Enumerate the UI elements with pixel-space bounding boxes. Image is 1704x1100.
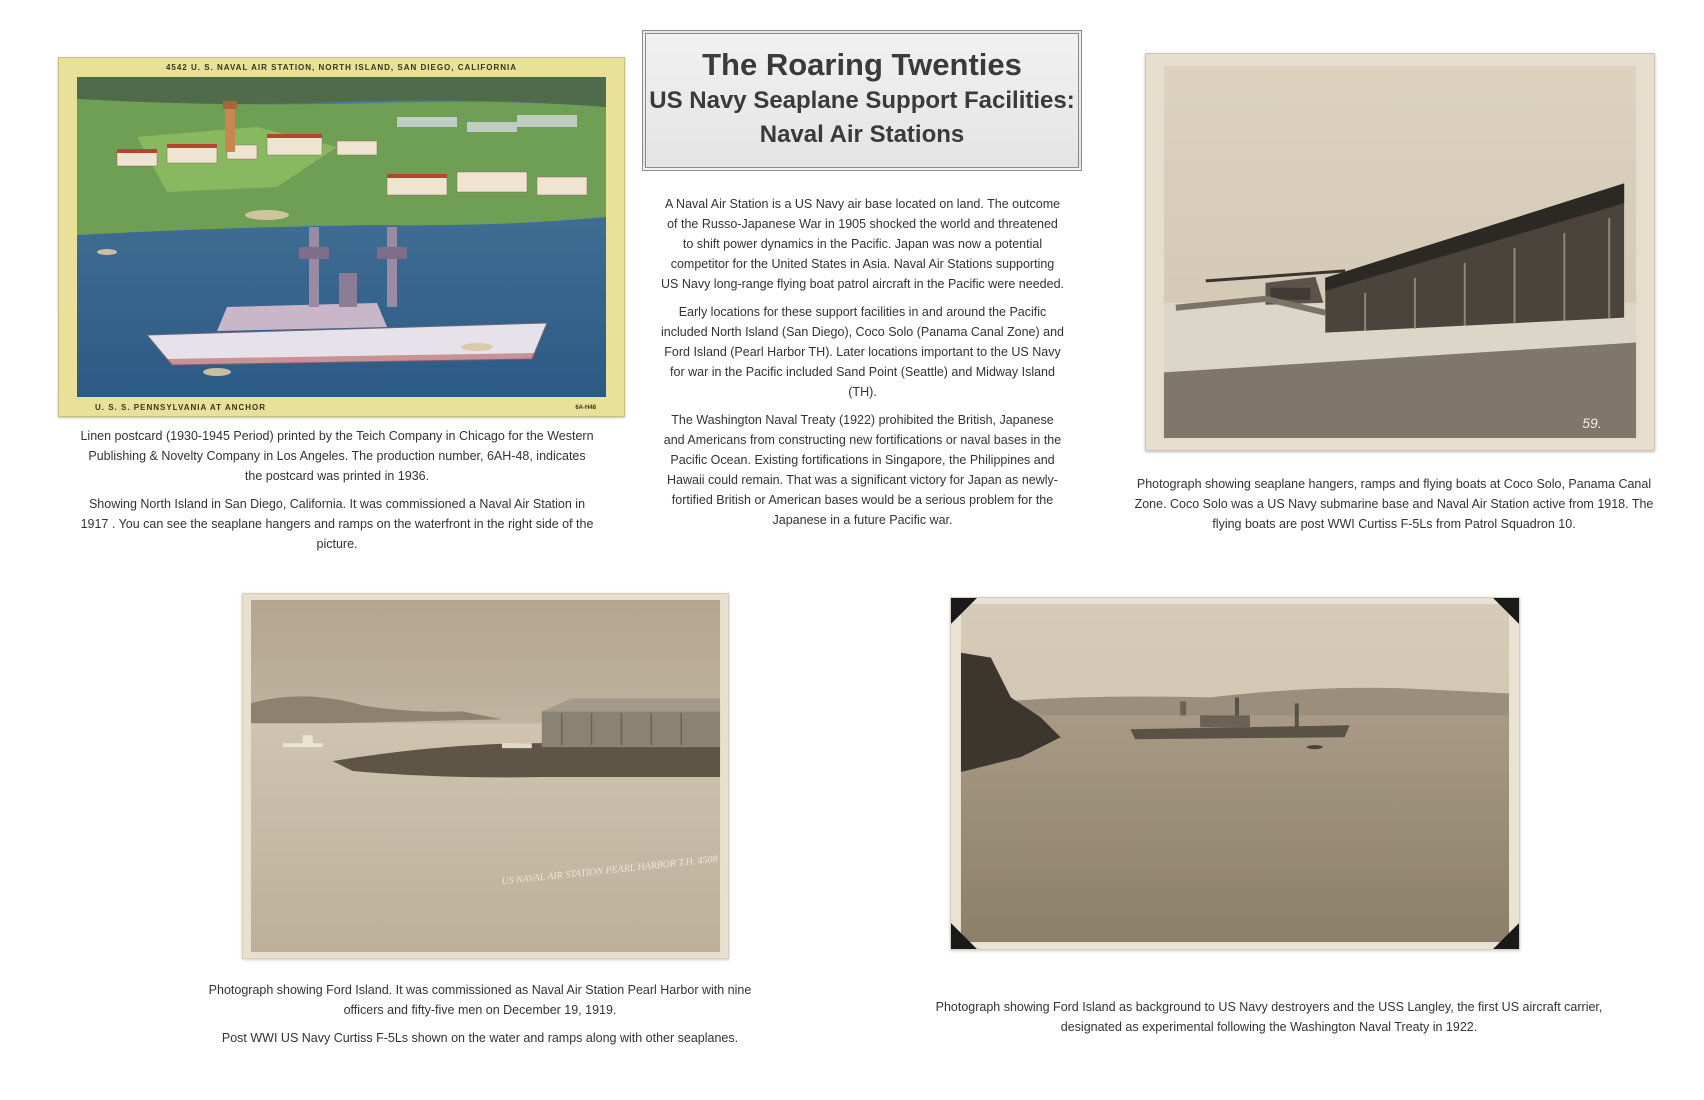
postcard-artwork (77, 77, 606, 397)
photo-coco-solo (1145, 53, 1655, 451)
page-subtitle: US Navy Seaplane Support Facilities: (649, 87, 1075, 114)
destroyers-caption: Photograph showing Ford Island as background to US Navy destroyers and the USS Langley, the first US aircraft carrier, designated as experimental following the Washington Naval Treaty in 1922. (935, 1000, 1603, 1034)
coco-solo-picture (1146, 54, 1654, 450)
page-subtitle-2: Naval Air Stations (759, 121, 965, 148)
page-title: The Roaring Twenties (702, 47, 1022, 82)
intro-text (661, 194, 1064, 538)
ford-island-caption (195, 980, 765, 1056)
coco-solo-caption: Photograph showing seaplane hangers, ramps and flying boats at Coco Solo, Panama Canal Zone. Coco Solo was a US Navy submarine base and Naval Air Station active from 1918. The flying boats are post WWI Curtiss F-5Ls from Patrol Squadron 10. (1134, 477, 1654, 531)
postcard-illustration (77, 77, 606, 397)
postcard-caption (78, 426, 596, 562)
postcard-caption-2: Showing North Island in San Diego, California. It was commissioned a Naval Air Station in 1917 . You can see the seaplane hangers and ramps on the waterfront in the right side of the picture. (80, 497, 594, 551)
page-title-box (642, 30, 1082, 171)
postcard-footer: U. S. S. PENNSYLVANIA AT ANCHOR (95, 403, 267, 412)
postcard-header: 4542 U. S. NAVAL AIR STATION, NORTH ISLAND, SAN DIEGO, CALIFORNIA (165, 63, 518, 72)
ford-island-caption-1: Photograph showing Ford Island. It was commissioned as Naval Air Station Pearl Harbor with nine officers and fifty-five men on December 19, 1919. (208, 983, 752, 1017)
intro-paragraph-1: A Naval Air Station is a US Navy air base located on land. The outcome of the Russo-Japanese War in 1905 shocked the world and threatened to shift power dynamics in the Pacific. Japan was now a potential competitor for the United States in Asia. Naval Air Stations supporting US Navy long-range flying boat patrol aircraft in the Pacific were needed. (661, 197, 1064, 291)
ford-island-caption-2: Post WWI US Navy Curtiss F-5Ls shown on the water and ramps along with other seaplanes. (221, 1031, 739, 1045)
postcard-code: 6A-H48 (575, 405, 596, 411)
ford-island-picture (243, 594, 728, 958)
postcard-caption-1: Linen postcard (1930-1945 Period) printed by the Teich Company in Chicago for the Western Publishing & Novelty Company in Los Angeles. The production number, 6AH-48, indicates the postcard was printed in 1936. (80, 429, 594, 483)
destroyers-picture (951, 598, 1519, 949)
photo-destroyers (950, 597, 1520, 950)
ford-island-photo-mark: US NAVAL AIR STATION PEARL HARBOR T.H. 4508 (501, 853, 719, 888)
photo-ford-island (242, 593, 729, 959)
postcard-north-island (58, 57, 625, 417)
intro-paragraph-2: Early locations for these support facilities in and around the Pacific included North Island (San Diego), Coco Solo (Panama Canal Zone) and Ford Island (Pearl Harbor TH). Later locations important to the US Navy for war in the Pacific included Sand Point (Seattle) and Midway Island (TH). (661, 305, 1065, 399)
intro-paragraph-3: The Washington Naval Treaty (1922) prohibited the British, Japanese and Americans from constructing new fortifications or naval bases in the Pacific Ocean. Existing fortifications in Singapore, the Philippines and Hawaii could remain. That was a significant victory for Japan as newly-fortified British or American bases would be a serious problem for the Japanese in a future Pacific war. (663, 413, 1062, 527)
coco-solo-photo-mark: 59. (1582, 415, 1602, 432)
